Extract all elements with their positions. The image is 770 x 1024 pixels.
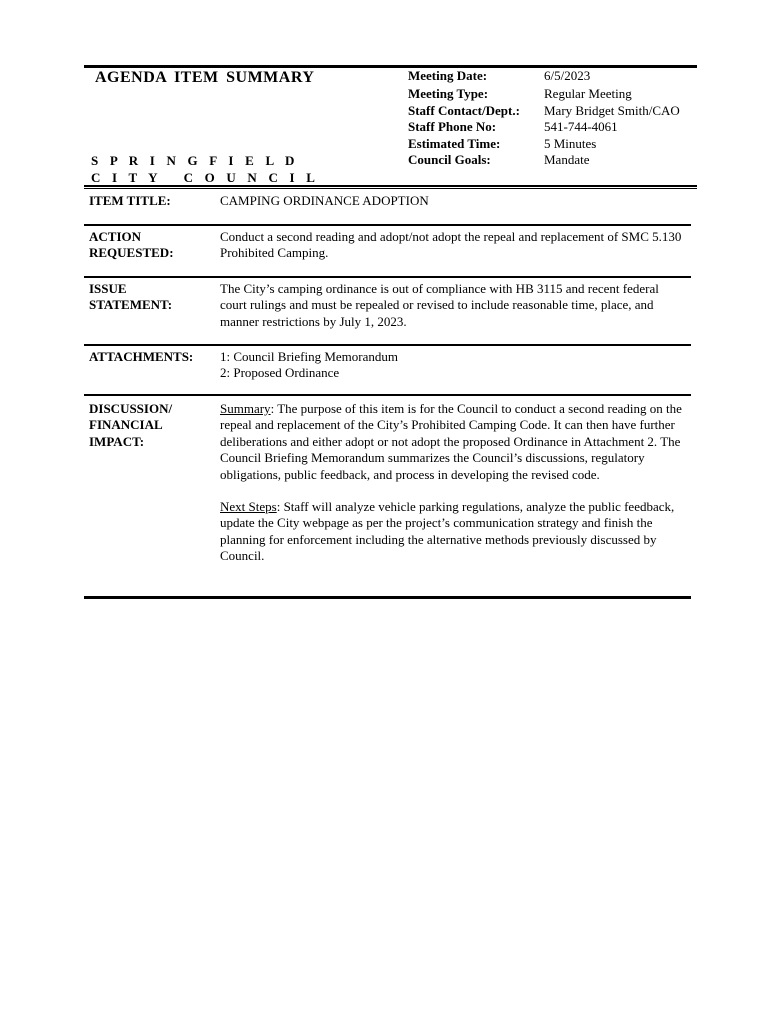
staff-contact-value: Mary Bridget Smith/CAO bbox=[544, 102, 680, 118]
item-title-value: CAMPING ORDINANCE ADOPTION bbox=[220, 193, 429, 208]
meeting-type-value: Regular Meeting bbox=[544, 86, 632, 102]
org-name-line1: S P R I N G F I E L D bbox=[91, 153, 299, 168]
org-name-line2: C I T Y C O U N C I L bbox=[91, 170, 320, 185]
estimated-time-label: Estimated Time: bbox=[408, 135, 501, 151]
summary-heading: Summary bbox=[220, 401, 271, 416]
attachment-item: 2: Proposed Ordinance bbox=[220, 365, 340, 381]
meeting-meta-labels bbox=[408, 68, 520, 168]
staff-contact-label: Staff Contact/Dept.: bbox=[408, 102, 520, 118]
next-steps-heading: Next Steps bbox=[220, 499, 277, 515]
page-title: AGENDA ITEM SUMMARY bbox=[95, 69, 315, 86]
issue-statement-label-line2: STATEMENT: bbox=[89, 297, 173, 313]
action-requested-label bbox=[89, 229, 174, 262]
header-divider-thin bbox=[84, 188, 697, 189]
section-divider bbox=[84, 224, 691, 226]
organization-name bbox=[91, 152, 319, 186]
issue-statement-label-line1: ISSUE bbox=[89, 281, 127, 296]
meeting-date-value: 6/5/2023 bbox=[544, 68, 591, 83]
action-requested-label-line1: ACTION bbox=[89, 229, 142, 244]
meeting-meta-values bbox=[544, 68, 680, 168]
section-divider bbox=[84, 394, 691, 396]
summary-text: : The purpose of this item is for the Council to conduct a second reading on the repeal and replacement of the City’s Prohibited Camping Code. It can then have further deliberations and either adopt or not adopt the proposed Ordinance in Attachment 2. The Council Briefing Memorandum summarizes the Council’s discussions, regulatory obligations, public feedback, and process in developing the revised code. bbox=[220, 401, 682, 482]
section-divider bbox=[84, 344, 691, 346]
attachment-item: 1: Council Briefing Memorandum bbox=[220, 349, 399, 364]
staff-phone-label: Staff Phone No: bbox=[408, 119, 497, 135]
action-requested-label-line2: REQUESTED: bbox=[89, 245, 174, 261]
meeting-date-label: Meeting Date: bbox=[408, 68, 488, 83]
discussion-label-line2: FINANCIAL bbox=[89, 417, 163, 433]
action-requested-value: Conduct a second reading and adopt/not adopt the repeal and replacement of SMC 5.130 Prohibited Camping. bbox=[220, 229, 682, 261]
next-steps-text: : Staff will analyze vehicle parking regulations, analyze the public feedback, update the City webpage as per the project’s communication strategy and finish the planning for enforcement including the alternative methods previously discussed by Council. bbox=[220, 499, 675, 564]
item-title-label: ITEM TITLE: bbox=[89, 193, 171, 208]
issue-statement-label bbox=[89, 281, 172, 314]
discussion-label bbox=[89, 401, 172, 450]
section-divider bbox=[84, 276, 691, 278]
council-goals-value: Mandate bbox=[544, 151, 590, 167]
discussion-label-line1: DISCUSSION/ bbox=[89, 401, 173, 416]
discussion-label-line3: IMPACT: bbox=[89, 433, 145, 449]
estimated-time-value: 5 Minutes bbox=[544, 135, 597, 151]
next-steps-paragraph bbox=[220, 499, 688, 565]
council-goals-label: Council Goals: bbox=[408, 151, 491, 167]
discussion-value bbox=[220, 401, 688, 565]
issue-statement-value: The City’s camping ordinance is out of compliance with HB 3115 and recent federal court rulings and must be repealed or revised to include reasonable time, place, and manner restrictions by July 1, 2023. bbox=[220, 281, 659, 329]
bottom-rule bbox=[84, 596, 691, 599]
summary-paragraph bbox=[220, 401, 688, 483]
attachments-list bbox=[220, 349, 688, 382]
attachments-label: ATTACHMENTS: bbox=[89, 349, 194, 364]
staff-phone-value: 541-744-4061 bbox=[544, 119, 618, 135]
header-divider bbox=[84, 185, 697, 187]
meeting-type-label: Meeting Type: bbox=[408, 86, 489, 102]
